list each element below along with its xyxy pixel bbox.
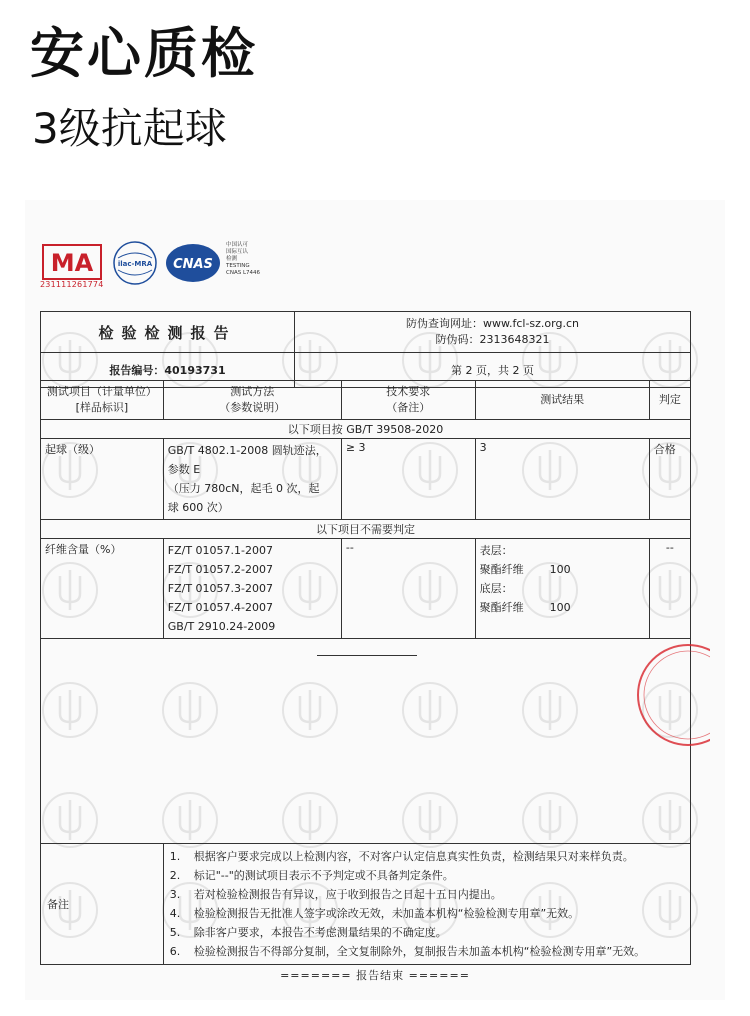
cnas-caption: 中国认可 国际互认 检测 TESTING CNAS L7446 — [226, 242, 261, 276]
hero-subtitle: 3级抗起球 — [32, 104, 227, 153]
section-note-no-verdict: 以下项目不需要判定 — [41, 520, 691, 539]
cma-logo — [42, 244, 102, 280]
cnas-logo — [164, 242, 222, 284]
anti-fake-info — [295, 312, 691, 353]
header-method: 测试方法 （参数说明） — [163, 381, 341, 420]
divider-line — [317, 655, 417, 656]
result-pilling: 3 — [475, 439, 649, 520]
verdict-fiber: -- — [649, 539, 690, 639]
header-requirement: 技术要求 （备注） — [341, 381, 475, 420]
requirement-pilling: ≥ 3 — [341, 439, 475, 520]
header-item: 测试项目（计量单位） [样品标识] — [41, 381, 164, 420]
header-verdict: 判定 — [649, 381, 690, 420]
blank-area — [41, 639, 691, 844]
anti-fake-url: 防伪查询网址：www.fcl-sz.org.cn — [406, 317, 579, 330]
ma-text: MA — [50, 249, 94, 277]
report-end: ======= 报告结束 ====== — [280, 969, 470, 982]
cma-number: 231111261774 — [40, 280, 104, 289]
requirement-fiber: -- — [341, 539, 475, 639]
page-info: 第 2 页，共 2 页 — [295, 353, 691, 388]
remarks-label: 备注 — [41, 844, 164, 965]
verdict-pilling: 合格 — [649, 439, 690, 520]
item-fiber: 纤维含量（%） — [41, 539, 164, 639]
cnas-text: CNAS — [173, 257, 213, 272]
method-fiber: FZ/T 01057.1-2007 FZ/T 01057.2-2007 FZ/T 01057.3-2007 FZ/T 01057.4-2007 GB/T 2910.24-2009 — [163, 539, 341, 639]
report-header-table — [40, 311, 691, 388]
section-note-standard: 以下项目按 GB/T 39508-2020 — [41, 420, 691, 439]
report-title: 检验检测报告 — [41, 312, 295, 353]
header-result: 测试结果 — [475, 381, 649, 420]
method-pilling: GB/T 4802.1-2008 圆轨迹法， 参数 E （压力 780cN，起毛 0 次，起 球 600 次） — [163, 439, 341, 520]
test-results-table — [40, 380, 691, 965]
ilac-text: ilac-MRA — [117, 260, 153, 268]
result-fiber: 表层： 聚酯纤维 100 底层： 聚酯纤维 100 — [475, 539, 649, 639]
report-number: 报告编号：40193731 — [41, 353, 295, 388]
remarks-list: 1. 根据客户要求完成以上检测内容，不对客户认定信息真实性负责，检测结果只对来样负责。 2. 标记"--"的测试项目表示不予判定或不具备判定条件。 3. 若对检验检测报告有异议，应于收到报告之日起十五日内提出。 4. 检验检测报告无批准人签字或涂改无效，未加盖本机构“检验检测专用章”无效。 5. 除非客户要求，本报告不考虑测量结果的不确定度。 6. 检验检测报告不得部分复制，全文复制除外，复制报告未加盖本机构“检验检测专用章”无效。 — [163, 844, 690, 965]
certification-logos — [40, 240, 300, 296]
hero-title: 安心质检 — [30, 22, 258, 85]
official-seal — [610, 640, 710, 750]
item-pilling: 起球（级） — [41, 439, 164, 520]
anti-fake-code: 防伪码：2313648321 — [435, 333, 550, 346]
ilac-mra-logo — [112, 240, 158, 286]
